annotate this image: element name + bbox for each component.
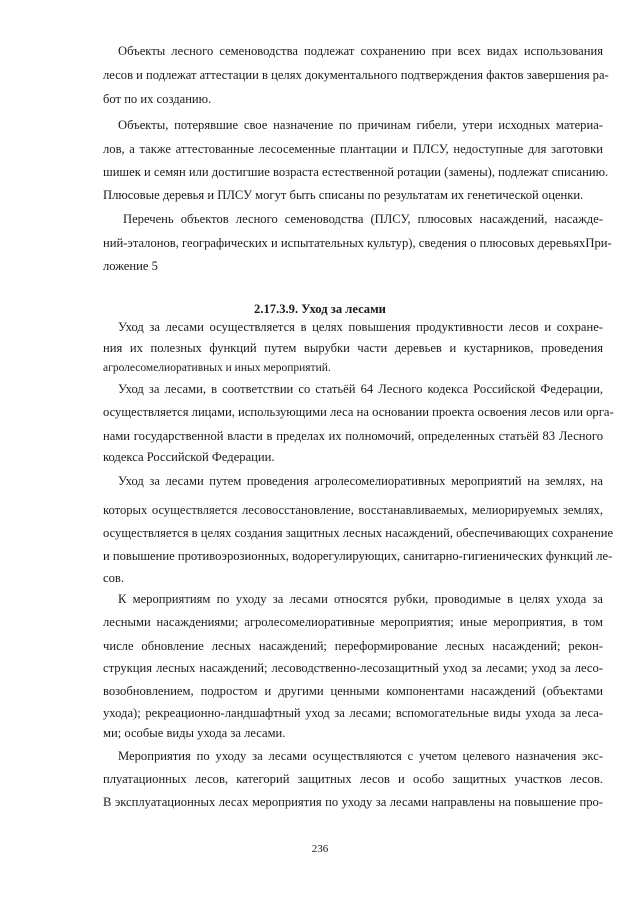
- text-line: ухода); рекреационно-ландшафтный уход за лесами; вспомогательные виды ухода за леса-: [103, 706, 603, 720]
- text-line: Мероприятия по уходу за лесами осуществляются с учетом целевого назначения экс-: [118, 749, 603, 763]
- text-line: ми; особые виды ухода за лесами.: [103, 726, 286, 740]
- text-line: лесными насаждениями; агролесомелиоративные мероприятия; иные мероприятия, в том: [103, 615, 603, 629]
- text-line: нами государственной власти в пределах их полномочий, определенных статьёй 83 Лесного: [103, 429, 603, 443]
- text-line: В эксплуатационных лесах мероприятия по уходу за лесами направлены на повышение про-: [103, 795, 603, 809]
- text-line: Уход за лесами путем проведения агролесомелиоративных мероприятий на землях, на: [118, 474, 603, 488]
- text-line: Объекты лесного семеноводства подлежат сохранению при всех видах использования: [118, 44, 603, 58]
- text-line: Уход за лесами, в соответствии со статьёй 64 Лесного кодекса Российской Федерации,: [118, 382, 603, 396]
- text-line: ложение 5: [103, 259, 158, 273]
- text-line: плуатационных лесов, категорий защитных лесов и особо защитных участков лесов.: [103, 772, 603, 786]
- text-line: бот по их созданию.: [103, 92, 212, 106]
- text-line: возобновлением, подростом и другими ценными компонентами насаждений (объектами: [103, 684, 603, 698]
- text-line: лов, а также аттестованные лесосеменные плантации и ПЛСУ, недоступные для заготовки: [103, 142, 603, 156]
- text-line: Объекты, потерявшие свое назначение по причинам гибели, утери исходных материа-: [118, 118, 603, 132]
- text-line: ния их полезных функций путем вырубки части деревьев и кустарников, проведения: [103, 341, 603, 355]
- text-line: ний-эталонов, географических и испытательных культур), сведения о плюсовых деревьяхПри-: [103, 236, 612, 250]
- text-line: осуществляется в целях создания защитных лесных насаждений, обеспечивающих сохранение: [103, 526, 614, 540]
- text-line: и повышение противоэрозионных, водорегулирующих, санитарно-гигиенических функций ле-: [103, 549, 613, 563]
- text-line: Уход за лесами осуществляется в целях повышения продуктивности лесов и сохране-: [118, 320, 603, 334]
- text-line: Плюсовые деревья и ПЛСУ могут быть списаны по результатам их генетической оценки.: [103, 188, 584, 202]
- text-line: лесов и подлежат аттестации в целях документального подтверждения фактов завершения ра-: [103, 68, 609, 82]
- text-line: К мероприятиям по уходу за лесами относятся рубки, проводимые в целях ухода за: [118, 592, 603, 606]
- page-number: 236: [311, 843, 329, 855]
- text-line: агролесомелиоративных и иных мероприятий.: [103, 362, 331, 374]
- text-line: числе обновление лесных насаждений; переформирование лесных насаждений; рекон-: [103, 639, 603, 653]
- text-line: струкция лесных насаждений; лесоводственно-лесозащитный уход за лесами; уход за лесо-: [103, 661, 603, 675]
- text-line: сов.: [103, 571, 124, 585]
- text-line: осуществляется лицами, использующими леса на основании проекта освоения лесов или орга-: [103, 405, 614, 419]
- text-line: шишек и семян или достигшие возраста естественной ротации (замены), подлежат списанию.: [103, 165, 609, 179]
- text-line: Перечень объектов лесного семеноводства (ПЛСУ, плюсовых насаждений, насажде-: [123, 212, 603, 226]
- text-line: кодекса Российской Федерации.: [103, 450, 275, 464]
- text-line: которых осуществляется лесовосстановление, восстанавливаемых, мелиорируемых землях,: [103, 503, 603, 517]
- section-heading: 2.17.3.9. Уход за лесами: [254, 302, 386, 316]
